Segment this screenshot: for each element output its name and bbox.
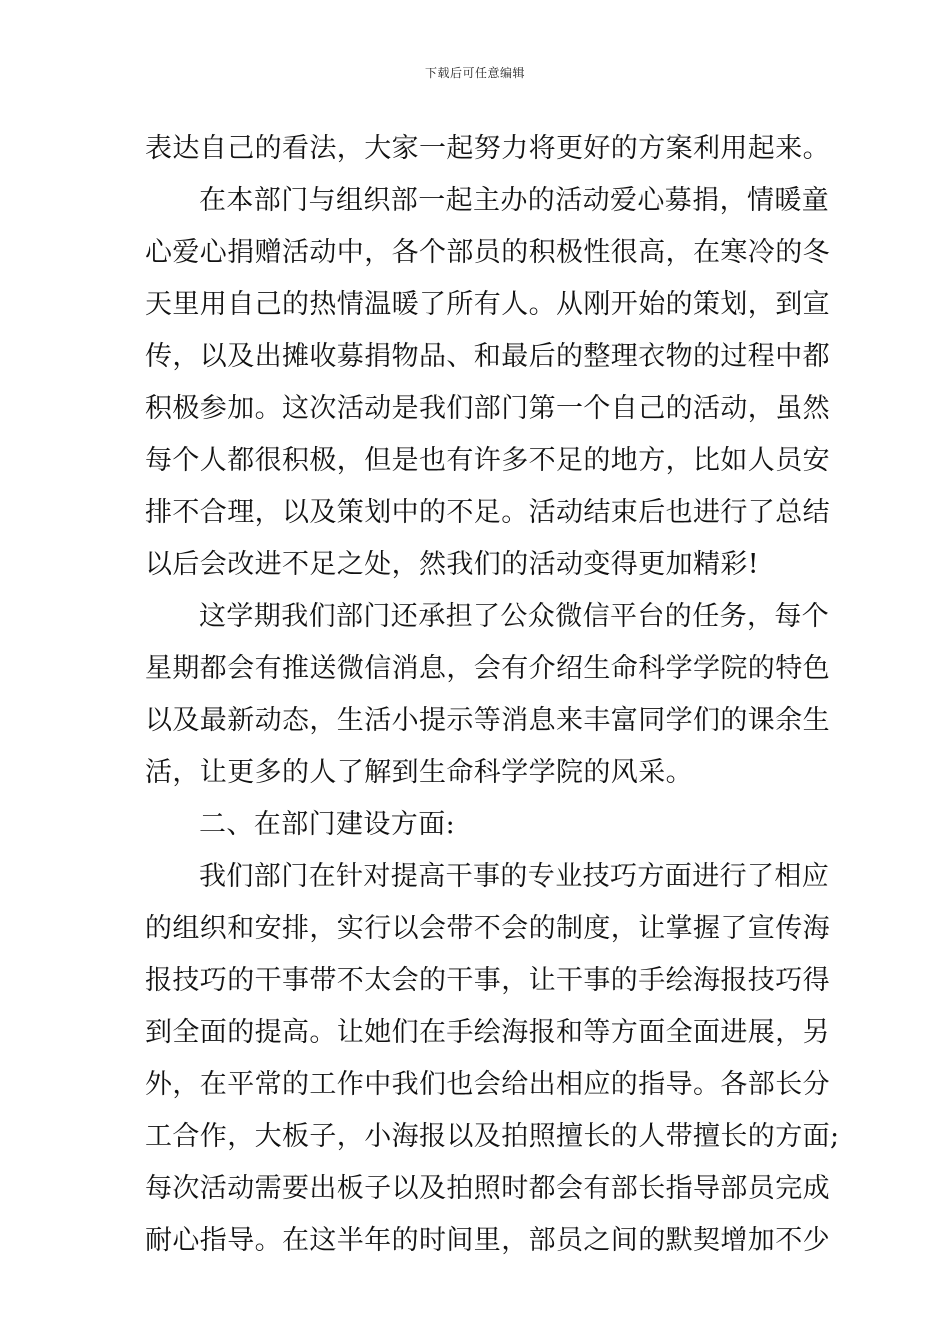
text-line: 的组织和安排，实行以会带不会的制度，让掌握了宣传海 [145,913,830,944]
text-line: 报技巧的干事带不太会的干事，让干事的手绘海报技巧得 [145,965,830,996]
text-line: 我们部门在针对提高干事的专业技巧方面进行了相应 [199,861,830,892]
text-line: 活，让更多的人了解到生命科学学院的风采。 [145,757,693,788]
text-line: 以后会改进不足之处，然我们的活动变得更加精彩! [145,549,760,580]
text-line: 心爱心捐赠活动中，各个部员的积极性很高，在寒冷的冬 [145,237,830,268]
text-line: 外，在平常的工作中我们也会给出相应的指导。各部长分 [145,1069,830,1100]
text-line: 传，以及出摊收募捐物品、和最后的整理衣物的过程中都 [145,341,830,372]
text-line: 星期都会有推送微信消息，会有介绍生命科学学院的特色 [145,653,830,684]
text-line: 在本部门与组织部一起主办的活动爱心募捐，情暖童 [199,185,830,216]
section-heading: 二、在部门建设方面: [199,809,456,840]
text-line: 天里用自己的热情温暖了所有人。从刚开始的策划，到宣 [145,289,830,320]
text-line: 积极参加。这次活动是我们部门第一个自己的活动，虽然 [145,393,830,424]
text-line: 工合作，大板子，小海报以及拍照擅长的人带擅长的方面; [145,1121,840,1152]
text-line: 耐心指导。在这半年的时间里，部员之间的默契增加不少 [145,1225,830,1256]
header-note: 下载后可任意编辑 [424,66,525,80]
text-line: 表达自己的看法，大家一起努力将更好的方案利用起来。 [145,133,830,164]
text-line: 每个人都很积极，但是也有许多不足的地方，比如人员安 [145,445,830,476]
text-line: 到全面的提高。让她们在手绘海报和等方面全面进展，另 [145,1017,830,1048]
text-line: 这学期我们部门还承担了公众微信平台的任务，每个 [199,601,830,632]
text-line: 排不合理，以及策划中的不足。活动结束后也进行了总结 [145,497,830,528]
text-line: 每次活动需要出板子以及拍照时都会有部长指导部员完成 [145,1173,830,1204]
text-line: 以及最新动态，生活小提示等消息来丰富同学们的课余生 [145,705,830,736]
